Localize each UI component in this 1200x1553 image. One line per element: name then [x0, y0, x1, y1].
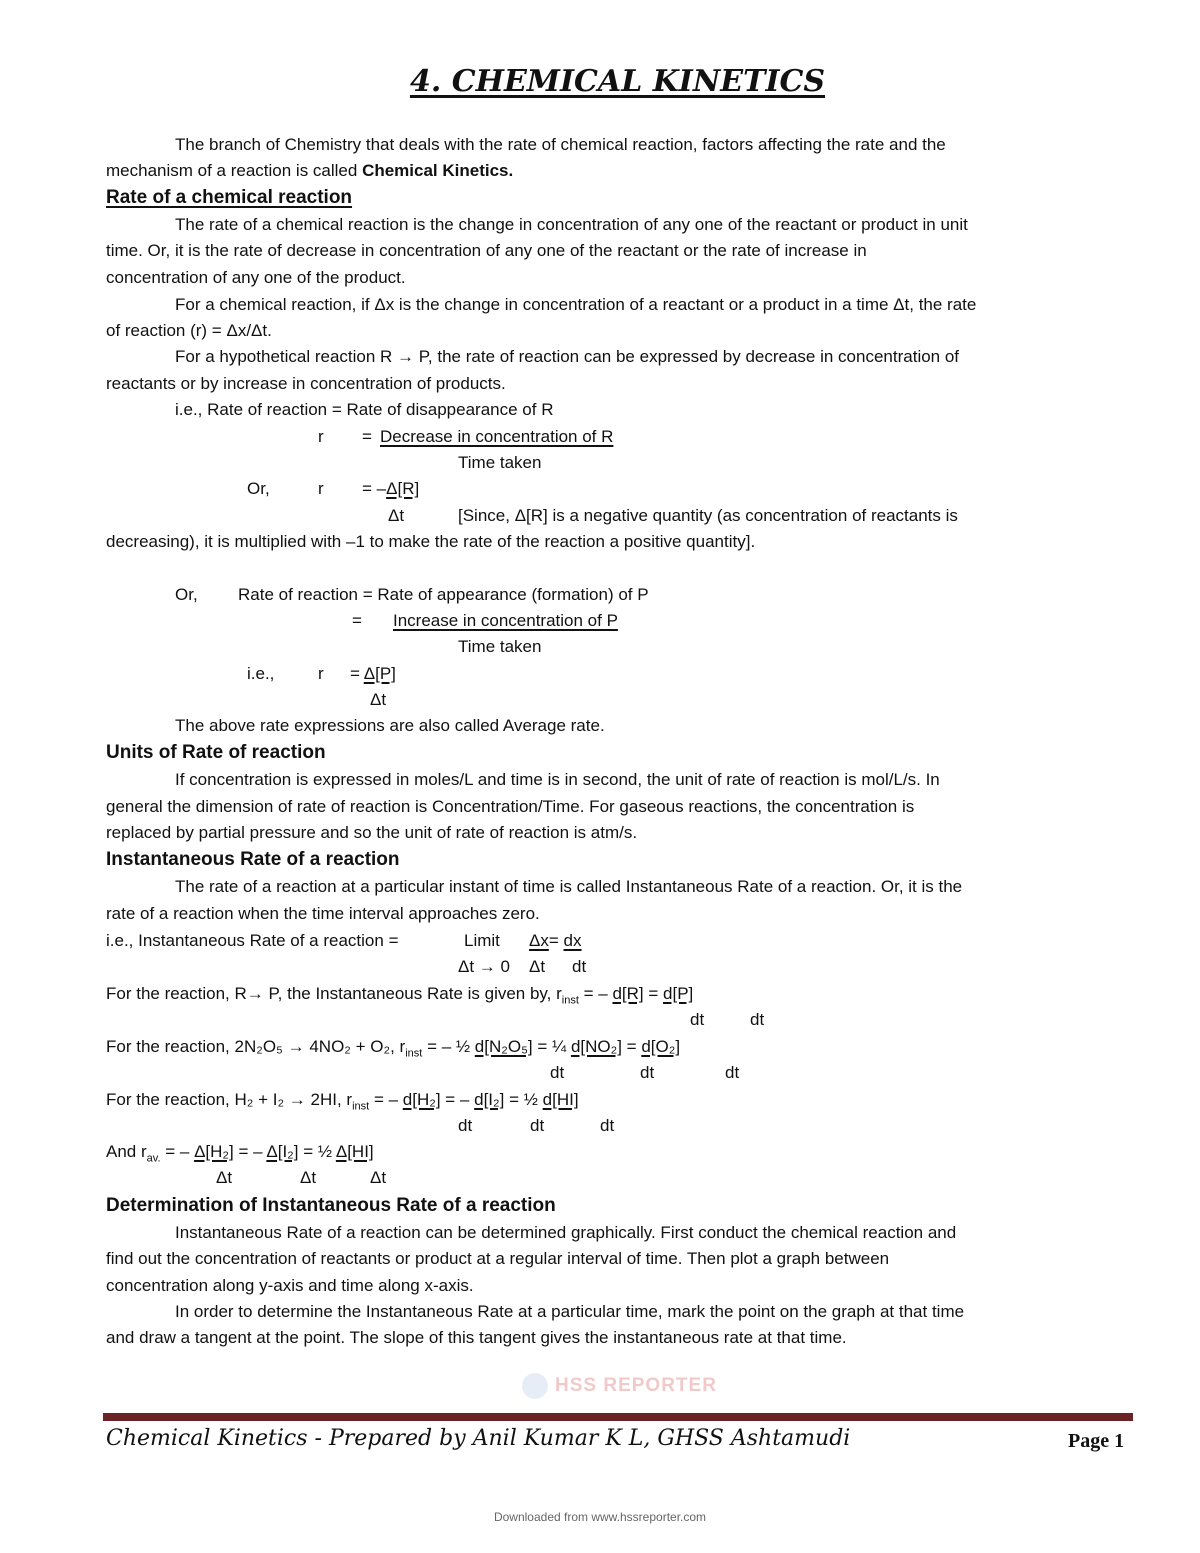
equation-line — [106, 982, 693, 1012]
equals: = ¼ — [532, 1037, 571, 1056]
equation-line — [106, 1035, 680, 1065]
symbol-r: r — [318, 664, 324, 683]
numerator: d[O₂] — [641, 1037, 681, 1056]
watermark: HSS REPORTER — [555, 1375, 717, 1396]
numerator: Δ[H₂] — [194, 1142, 234, 1161]
equals: = – — [362, 479, 387, 498]
fraction-numerator: Δ[R] — [386, 479, 420, 498]
equals: = — [621, 1037, 642, 1056]
paragraph-line: general the dimension of rate of reaction is Concentration/Time. For gaseous reactions, the concentration is — [106, 797, 915, 816]
note: [Since, Δ[R] is a negative quantity (as concentration of reactants is — [458, 506, 958, 525]
footer-text: Chemical Kinetics - Prepared by Anil Kumar K L, GHSS Ashtamudi — [106, 1426, 851, 1451]
equation-line — [106, 1088, 579, 1118]
denominator: Δt — [529, 957, 546, 976]
numerator: Δ[I₂] — [266, 1142, 299, 1161]
text: For the reaction, 2N₂O₅ → 4NO₂ + O₂, r — [106, 1037, 406, 1056]
term-bold: Chemical Kinetics. — [362, 161, 514, 180]
equals: = — [350, 664, 360, 683]
equals: = – — [160, 1142, 195, 1161]
equals: = — [362, 427, 372, 446]
paragraph-line: For a hypothetical reaction R → P, the rate of reaction can be expressed by decrease in concentration of — [175, 347, 960, 366]
text: Or, — [247, 479, 270, 498]
fraction-numerator: Increase in concentration of P — [393, 611, 618, 630]
fraction-denominator: Time taken — [458, 637, 542, 656]
footer-divider — [103, 1413, 1133, 1421]
equation-line: i.e., Rate of reaction = Rate of disappearance of R — [175, 400, 554, 419]
denominator: dt — [458, 1116, 473, 1135]
paragraph-line: replaced by partial pressure and so the unit of rate of reaction is atm/s. — [106, 823, 638, 842]
paragraph-line: For a chemical reaction, if Δx is the change in concentration of a reactant or a product in a time Δt, the rate — [175, 295, 977, 314]
note: decreasing), it is multiplied with –1 to make the rate of the reaction a positive quantity]. — [106, 532, 756, 551]
subscript: inst — [352, 1100, 370, 1113]
denominator: dt — [750, 1010, 765, 1029]
section-heading-instantaneous: Instantaneous Rate of a reaction — [106, 849, 400, 870]
symbol-r: r — [318, 479, 324, 498]
paragraph-line: concentration of any one of the product. — [106, 268, 406, 287]
section-heading-units: Units of Rate of reaction — [106, 742, 326, 763]
equals: = — [548, 931, 564, 950]
paragraph-line: concentration along y-axis and time along x-axis. — [106, 1276, 474, 1295]
paragraph-line: reactants or by increase in concentration of products. — [106, 374, 506, 393]
paragraph-line: rate of a reaction when the time interval approaches zero. — [106, 904, 540, 923]
equals: = – — [233, 1142, 267, 1161]
section-heading-rate: Rate of a chemical reaction — [106, 187, 353, 208]
symbol-r: r — [318, 427, 324, 446]
numerator: Δx — [529, 931, 549, 950]
paragraph-line: of reaction (r) = Δx/Δt. — [106, 321, 272, 340]
limit: Limit — [464, 931, 500, 950]
fraction — [350, 662, 396, 686]
equals: = – — [578, 984, 613, 1003]
equals: = – ½ — [422, 1037, 475, 1056]
page-title: 4. CHEMICAL KINETICS — [409, 64, 826, 99]
limit-condition: Δt → 0 — [458, 957, 510, 976]
denominator: dt — [550, 1063, 565, 1082]
denominator: Δt — [216, 1168, 233, 1187]
watermark-logo-icon — [522, 1373, 548, 1399]
denominator: dt — [600, 1116, 615, 1135]
numerator: Δ[HI] — [335, 1142, 374, 1161]
equals: = ½ — [298, 1142, 336, 1161]
section-heading-determination: Determination of Instantaneous Rate of a reaction — [106, 1195, 556, 1216]
subscript: inst — [405, 1047, 423, 1060]
denominator: dt — [725, 1063, 740, 1082]
paragraph-line: In order to determine the Instantaneous Rate at a particular time, mark the point on the graph at that time — [175, 1302, 965, 1321]
denominator: dt — [640, 1063, 655, 1082]
numerator: d[R] — [612, 984, 644, 1003]
fraction-numerator: Δ[P] — [363, 664, 396, 683]
fraction-numerator: Decrease in concentration of R — [380, 427, 614, 446]
intro-line: The branch of Chemistry that deals with the rate of chemical reaction, factors affecting the rate and the — [175, 135, 946, 154]
numerator: d[NO₂] — [570, 1037, 622, 1056]
equation-line: i.e., Instantaneous Rate of a reaction = — [106, 931, 399, 950]
text: For the reaction, R→ P, the Instantaneous Rate is given by, r — [106, 984, 562, 1003]
equals: = — [352, 611, 362, 630]
equals: = ½ — [504, 1090, 543, 1109]
numerator: d[N₂O₅] — [474, 1037, 533, 1056]
subscript: inst — [561, 994, 579, 1007]
fraction-denominator: Time taken — [458, 453, 542, 472]
equation-line: Rate of reaction = Rate of appearance (formation) of P — [238, 585, 649, 604]
equation-line — [106, 1140, 374, 1170]
fraction-denominator: Δt — [370, 690, 387, 709]
text: i.e., — [247, 664, 275, 683]
intro-line — [106, 159, 513, 183]
paragraph-line: The rate of a chemical reaction is the change in concentration of any one of the reactant or product in unit — [175, 215, 968, 234]
paragraph-line: The above rate expressions are also called Average rate. — [175, 716, 605, 735]
numerator: d[P] — [663, 984, 694, 1003]
paragraph-line: time. Or, it is the rate of decrease in concentration of any one of the reactant or the rate of increase in — [106, 241, 867, 260]
page-number: Page 1 — [1068, 1430, 1125, 1452]
equals: = – — [440, 1090, 475, 1109]
subscript: av. — [146, 1152, 161, 1165]
text: And r — [106, 1142, 147, 1161]
denominator: dt — [572, 957, 587, 976]
download-source: Downloaded from www.hssreporter.com — [493, 1510, 707, 1524]
fraction — [529, 929, 581, 953]
fraction — [362, 477, 419, 501]
text: mechanism of a reaction is called — [106, 161, 363, 180]
fraction-denominator: Δt — [388, 506, 405, 525]
paragraph-line: If concentration is expressed in moles/L and time is in second, the unit of rate of reaction is mol/L/s. In — [175, 770, 940, 789]
paragraph-line: find out the concentration of reactants or product at a regular interval of time. Then plot a graph between — [106, 1249, 890, 1268]
paragraph-line: The rate of a reaction at a particular instant of time is called Instantaneous Rate of a reaction. Or, it is the — [175, 877, 963, 896]
denominator: Δt — [370, 1168, 387, 1187]
numerator: d[H₂] — [402, 1090, 441, 1109]
text: Or, — [175, 585, 198, 604]
text: For the reaction, H₂ + I₂ → 2HI, r — [106, 1090, 353, 1109]
numerator: d[I₂] — [474, 1090, 505, 1109]
denominator: dt — [690, 1010, 705, 1029]
paragraph-line: Instantaneous Rate of a reaction can be determined graphically. First conduct the chemical reaction and — [175, 1223, 957, 1242]
numerator: dx — [563, 931, 582, 950]
denominator: Δt — [300, 1168, 317, 1187]
equals: = — [643, 984, 664, 1003]
paragraph-line: and draw a tangent at the point. The slope of this tangent gives the instantaneous rate at that time. — [106, 1328, 847, 1347]
equals: = – — [369, 1090, 403, 1109]
numerator: d[HI] — [542, 1090, 579, 1109]
denominator: dt — [530, 1116, 545, 1135]
